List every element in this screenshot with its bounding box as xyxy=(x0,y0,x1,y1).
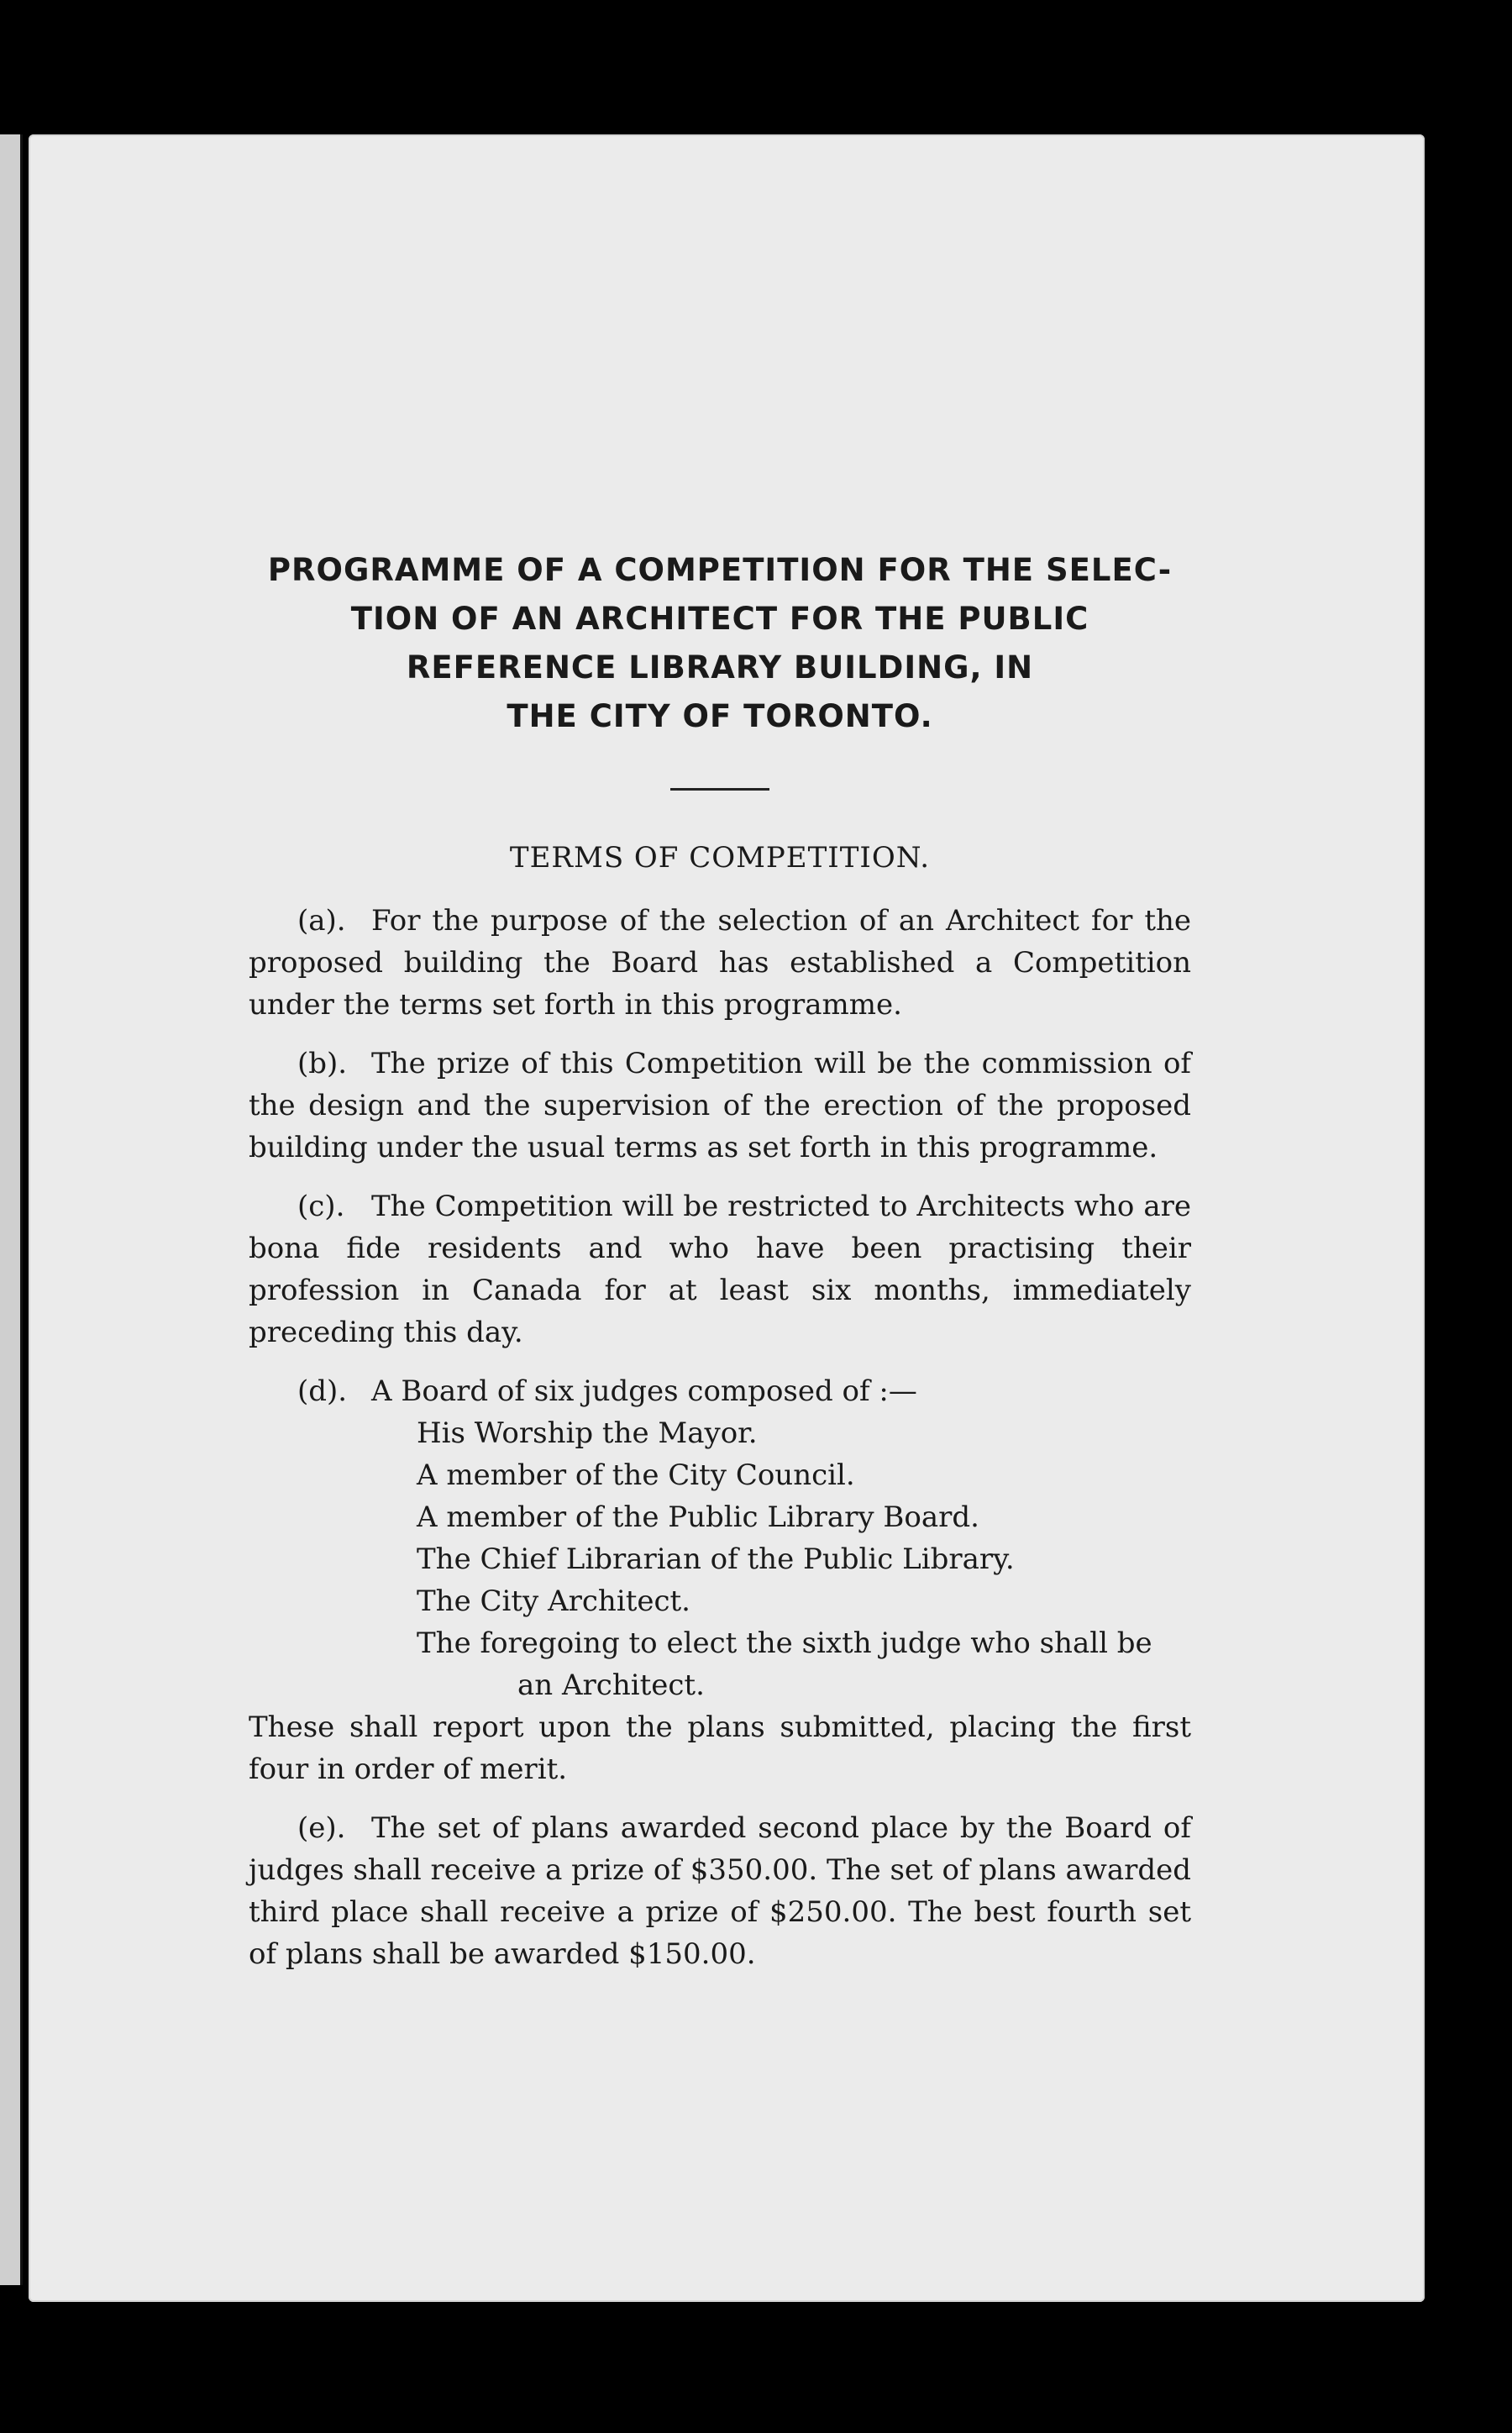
clause-d-intro-line xyxy=(249,1370,1191,1412)
clause-d-closing: These shall report upon the plans submitted, placing the first four in order of merit. xyxy=(249,1710,1191,1786)
clause-text: The Competition will be restricted to Architects who are bona fide residents and who have been practising their profession in Canada for at least six months, immediately preceding this day. xyxy=(249,1190,1191,1349)
judge-item: A member of the Public Library Board. xyxy=(417,1500,979,1534)
clause-text: The set of plans awarded second place by the Board of judges shall receive a prize of $350.00. The set of plans awarded third place shall receive a prize of $250.00. The best fourth set of plans shall be awarded $150.00. xyxy=(249,1811,1191,1971)
document-page xyxy=(29,134,1425,2302)
section-heading: TERMS OF COMPETITION. xyxy=(509,841,931,875)
judge-item: The foregoing to elect the sixth judge who shall be an Architect. xyxy=(417,1626,1152,1702)
clause-label: (c). xyxy=(297,1190,345,1223)
clause-text: For the purpose of the selection of an Architect for the proposed building the Board has established a Competition under the terms set forth in this programme. xyxy=(249,904,1191,1022)
document-title xyxy=(249,546,1191,741)
judge-item: The City Architect. xyxy=(417,1584,690,1618)
clause-label: (d). xyxy=(297,1374,348,1408)
judge-item: A member of the City Council. xyxy=(417,1458,855,1492)
page-content xyxy=(249,546,1191,1975)
clause-label: (e). xyxy=(297,1811,346,1845)
clause-c xyxy=(249,1185,1191,1353)
title-line: PROGRAMME OF A COMPETITION FOR THE SELEC- xyxy=(267,552,1173,588)
clause-b xyxy=(249,1043,1191,1169)
title-line: REFERENCE LIBRARY BUILDING, IN xyxy=(406,649,1034,686)
clause-text: The prize of this Competition will be the commission of the design and the supervision of the erection of the proposed building under the usual terms as set forth in this programme. xyxy=(249,1047,1191,1164)
clause-e xyxy=(249,1807,1191,1975)
judge-item: His Worship the Mayor. xyxy=(417,1416,758,1450)
judge-item: The Chief Librarian of the Public Library. xyxy=(417,1542,1015,1576)
title-line: THE CITY OF TORONTO. xyxy=(507,698,933,734)
clause-a xyxy=(249,900,1191,1026)
adjacent-page-edge xyxy=(0,134,23,2285)
clause-label: (b). xyxy=(297,1047,348,1080)
clause-label: (a). xyxy=(297,904,346,938)
clause-intro: A Board of six judges composed of :— xyxy=(371,1374,917,1408)
title-line: TION OF AN ARCHITECT FOR THE PUBLIC xyxy=(350,601,1089,637)
title-divider xyxy=(670,788,769,791)
judges-list xyxy=(249,1412,1191,1706)
clause-d xyxy=(249,1370,1191,1706)
